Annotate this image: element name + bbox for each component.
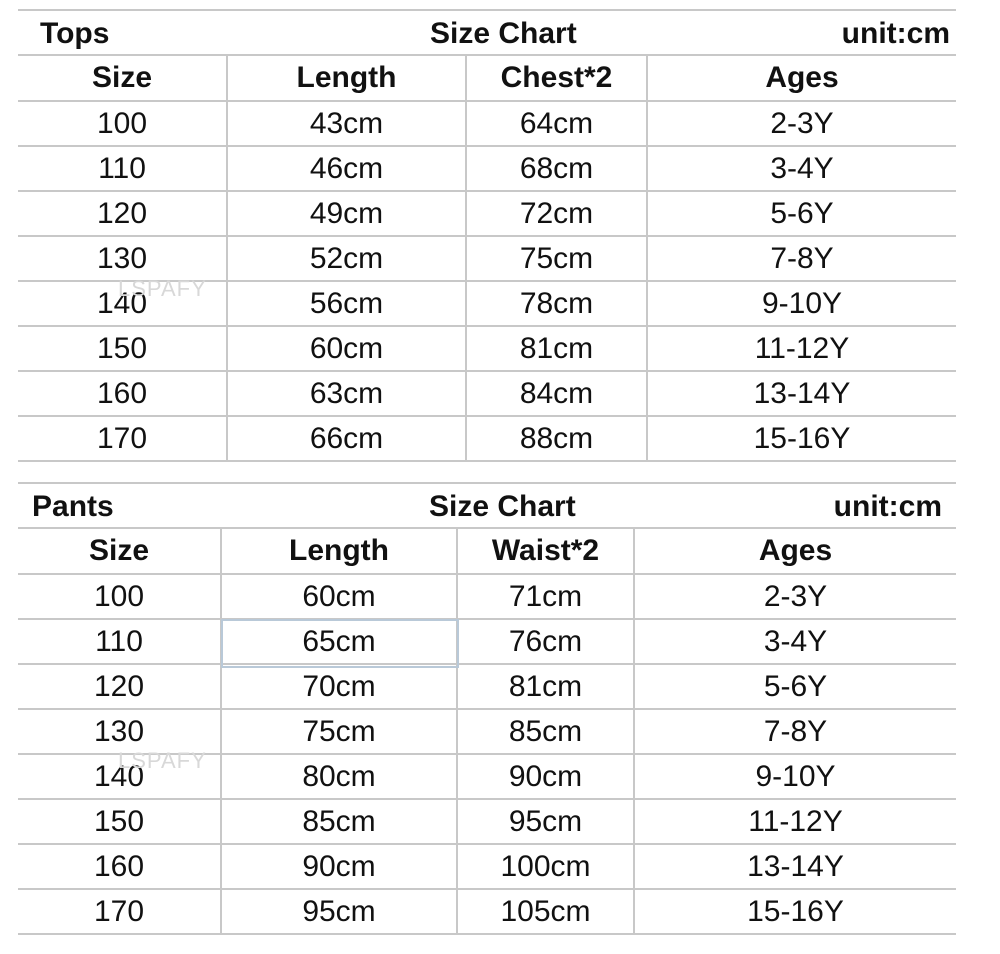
table-cell: 160 — [18, 844, 221, 889]
pants-unit: unit:cm — [833, 490, 942, 523]
table-row — [18, 101, 956, 146]
table-cell: 72cm — [466, 191, 647, 236]
header-ages: Ages — [647, 56, 956, 101]
tops-size-chart — [18, 9, 956, 462]
tops-table — [18, 56, 956, 462]
table-cell: 76cm — [457, 619, 634, 664]
table-row — [18, 799, 956, 844]
table-cell: 49cm — [227, 191, 466, 236]
table-cell: 15-16Y — [647, 416, 956, 461]
table-row — [18, 191, 956, 236]
table-cell: 64cm — [466, 101, 647, 146]
table-cell: 65cm — [221, 619, 457, 664]
table-row — [18, 574, 956, 619]
table-cell: 3-4Y — [634, 619, 956, 664]
table-row — [18, 146, 956, 191]
table-row — [18, 416, 956, 461]
pants-chart-title: Size Chart — [429, 490, 576, 523]
table-cell: 105cm — [457, 889, 634, 934]
table-cell: 2-3Y — [647, 101, 956, 146]
watermark: LSPAFY — [118, 276, 207, 301]
table-cell: 100 — [18, 574, 221, 619]
table-cell: 68cm — [466, 146, 647, 191]
table-cell: 56cm — [227, 281, 466, 326]
pants-title-row — [18, 482, 956, 529]
header-length: Length — [221, 529, 457, 574]
table-cell: 88cm — [466, 416, 647, 461]
table-cell: 95cm — [457, 799, 634, 844]
table-cell: 11-12Y — [647, 326, 956, 371]
pants-label: Pants — [32, 490, 114, 523]
header-waist: Waist*2 — [457, 529, 634, 574]
header-size: Size — [18, 56, 227, 101]
table-cell: 160 — [18, 371, 227, 416]
table-cell: 75cm — [221, 709, 457, 754]
table-row — [18, 844, 956, 889]
table-cell: 70cm — [221, 664, 457, 709]
table-cell: 9-10Y — [647, 281, 956, 326]
table-cell: 80cm — [221, 754, 457, 799]
table-cell: 120 — [18, 191, 227, 236]
table-cell: 130 — [18, 236, 227, 281]
table-cell: 110 — [18, 146, 227, 191]
header-size: Size — [18, 529, 221, 574]
table-cell: 46cm — [227, 146, 466, 191]
table-cell: 5-6Y — [634, 664, 956, 709]
table-cell: 7-8Y — [634, 709, 956, 754]
table-cell: 5-6Y — [647, 191, 956, 236]
table-row — [18, 619, 956, 664]
table-cell: 170 — [18, 416, 227, 461]
table-cell: 95cm — [221, 889, 457, 934]
table-cell: 84cm — [466, 371, 647, 416]
table-row — [18, 709, 956, 754]
tops-title-row — [18, 9, 956, 56]
table-cell: 75cm — [466, 236, 647, 281]
table-cell: 15-16Y — [634, 889, 956, 934]
table-cell: 140 — [18, 281, 227, 326]
table-cell: 60cm — [221, 574, 457, 619]
table-cell: 85cm — [457, 709, 634, 754]
table-cell: 11-12Y — [634, 799, 956, 844]
table-cell: 100 — [18, 101, 227, 146]
table-cell: 110 — [18, 619, 221, 664]
table-row — [18, 889, 956, 934]
table-row — [18, 664, 956, 709]
tops-header-row — [18, 56, 956, 101]
table-cell: 63cm — [227, 371, 466, 416]
pants-size-chart — [18, 482, 956, 935]
table-cell: 90cm — [221, 844, 457, 889]
header-chest: Chest*2 — [466, 56, 647, 101]
table-cell: 3-4Y — [647, 146, 956, 191]
table-cell: 13-14Y — [647, 371, 956, 416]
table-cell: 66cm — [227, 416, 466, 461]
table-cell: 9-10Y — [634, 754, 956, 799]
table-cell: 130 — [18, 709, 221, 754]
tops-unit: unit:cm — [841, 17, 950, 50]
tops-label: Tops — [40, 17, 110, 50]
pants-header-row — [18, 529, 956, 574]
table-cell: 60cm — [227, 326, 466, 371]
table-cell: 13-14Y — [634, 844, 956, 889]
table-cell: 71cm — [457, 574, 634, 619]
header-length: Length — [227, 56, 466, 101]
table-cell: 52cm — [227, 236, 466, 281]
table-cell: 78cm — [466, 281, 647, 326]
table-cell: 43cm — [227, 101, 466, 146]
table-cell: 81cm — [466, 326, 647, 371]
table-cell: 120 — [18, 664, 221, 709]
header-ages: Ages — [634, 529, 956, 574]
table-cell: 150 — [18, 326, 227, 371]
table-cell: 140 — [18, 754, 221, 799]
table-cell: 7-8Y — [647, 236, 956, 281]
table-cell: 81cm — [457, 664, 634, 709]
table-cell: 85cm — [221, 799, 457, 844]
table-row — [18, 281, 956, 326]
pants-table — [18, 529, 956, 935]
table-row — [18, 754, 956, 799]
table-row — [18, 326, 956, 371]
table-cell: 100cm — [457, 844, 634, 889]
table-cell: 170 — [18, 889, 221, 934]
table-cell: 2-3Y — [634, 574, 956, 619]
table-row — [18, 371, 956, 416]
table-cell: 90cm — [457, 754, 634, 799]
table-row — [18, 236, 956, 281]
tops-chart-title: Size Chart — [430, 17, 577, 50]
table-cell: 150 — [18, 799, 221, 844]
watermark: LSPAFY — [118, 748, 207, 773]
